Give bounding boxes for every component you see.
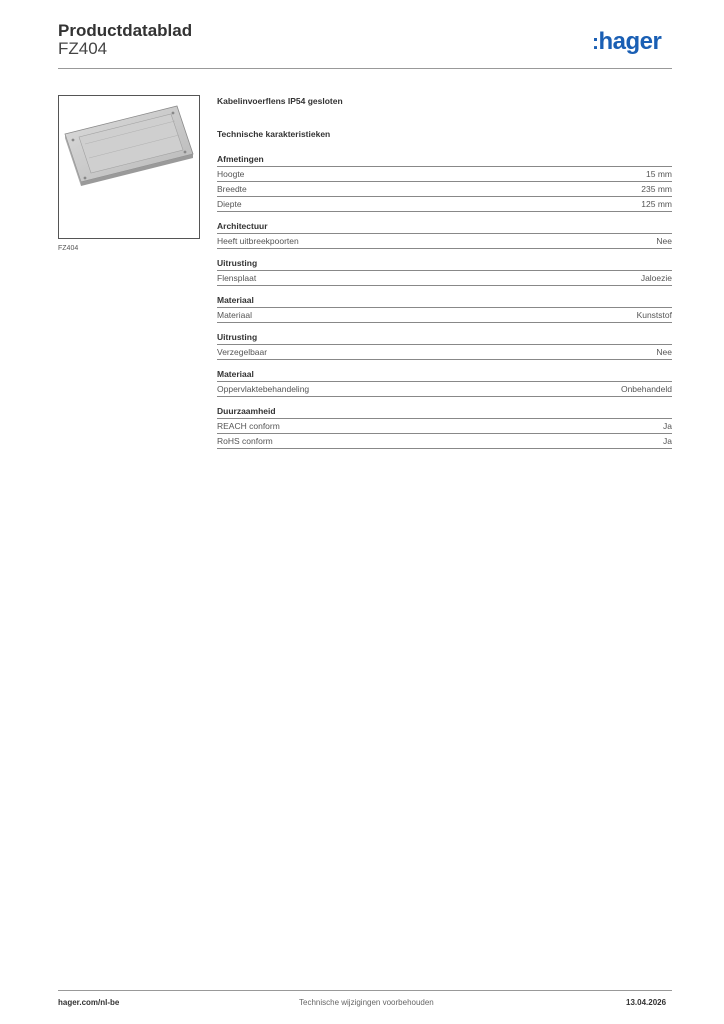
row-label: Verzegelbaar xyxy=(217,347,268,357)
group-title: Architectuur xyxy=(217,220,672,234)
row-value: Onbehandeld xyxy=(620,384,672,394)
image-caption: FZ404 xyxy=(58,245,79,252)
row-label: Diepte xyxy=(217,199,242,209)
characteristic-row xyxy=(217,419,672,434)
characteristic-group xyxy=(217,220,672,249)
product-details xyxy=(217,96,672,449)
characteristic-row xyxy=(217,308,672,323)
group-title: Uitrusting xyxy=(217,331,672,345)
group-title: Afmetingen xyxy=(217,153,672,167)
characteristic-row xyxy=(217,434,672,449)
characteristic-row xyxy=(217,167,672,182)
footer-website[interactable]: hager.com/nl-be xyxy=(58,998,120,1007)
characteristic-row xyxy=(217,182,672,197)
footer-divider xyxy=(58,990,672,991)
section-title: Technische karakteristieken xyxy=(217,129,331,139)
footer-disclaimer: Technische wijzigingen voorbehouden xyxy=(299,998,434,1007)
characteristic-row xyxy=(217,197,672,212)
footer-date: 13.04.2026 xyxy=(626,998,667,1007)
group-title: Uitrusting xyxy=(217,257,672,271)
row-value: Kunststof xyxy=(636,310,672,320)
characteristic-row xyxy=(217,234,672,249)
row-label: REACH conform xyxy=(217,421,280,431)
row-label: Heeft uitbreekpoorten xyxy=(217,236,299,246)
row-value: Ja xyxy=(663,436,672,446)
group-title: Materiaal xyxy=(217,294,672,308)
row-value: Jaloezie xyxy=(640,273,672,283)
characteristic-row xyxy=(217,382,672,397)
row-label: Oppervlaktebehandeling xyxy=(217,384,310,394)
characteristic-group xyxy=(217,294,672,323)
group-title: Duurzaamheid xyxy=(217,405,672,419)
logo-text: hager xyxy=(598,28,662,55)
group-title: Materiaal xyxy=(217,368,672,382)
characteristics-list xyxy=(217,153,672,449)
product-code: FZ404 xyxy=(58,39,108,58)
row-value: 125 mm xyxy=(641,199,672,209)
row-label: RoHS conform xyxy=(217,436,273,446)
row-value: 15 mm xyxy=(646,169,672,179)
characteristic-group xyxy=(217,257,672,286)
characteristic-group xyxy=(217,331,672,360)
characteristic-row xyxy=(217,345,672,360)
characteristic-group xyxy=(217,368,672,397)
characteristic-row xyxy=(217,271,672,286)
row-value: Ja xyxy=(663,421,672,431)
row-label: Materiaal xyxy=(217,310,252,320)
characteristic-group xyxy=(217,153,672,212)
cable-entry-flange-image xyxy=(59,96,199,238)
product-image xyxy=(58,95,200,239)
row-value: Nee xyxy=(656,236,672,246)
header-divider xyxy=(58,68,672,69)
row-label: Hoogte xyxy=(217,169,245,179)
characteristic-group xyxy=(217,405,672,449)
row-label: Flensplaat xyxy=(217,273,257,283)
row-label: Breedte xyxy=(217,184,247,194)
product-name: Kabelinvoerflens IP54 gesloten xyxy=(217,96,343,106)
document-title: Productdatablad xyxy=(58,21,193,40)
row-value: 235 mm xyxy=(641,184,672,194)
hager-logo: :hager xyxy=(592,28,662,55)
row-value: Nee xyxy=(656,347,672,357)
